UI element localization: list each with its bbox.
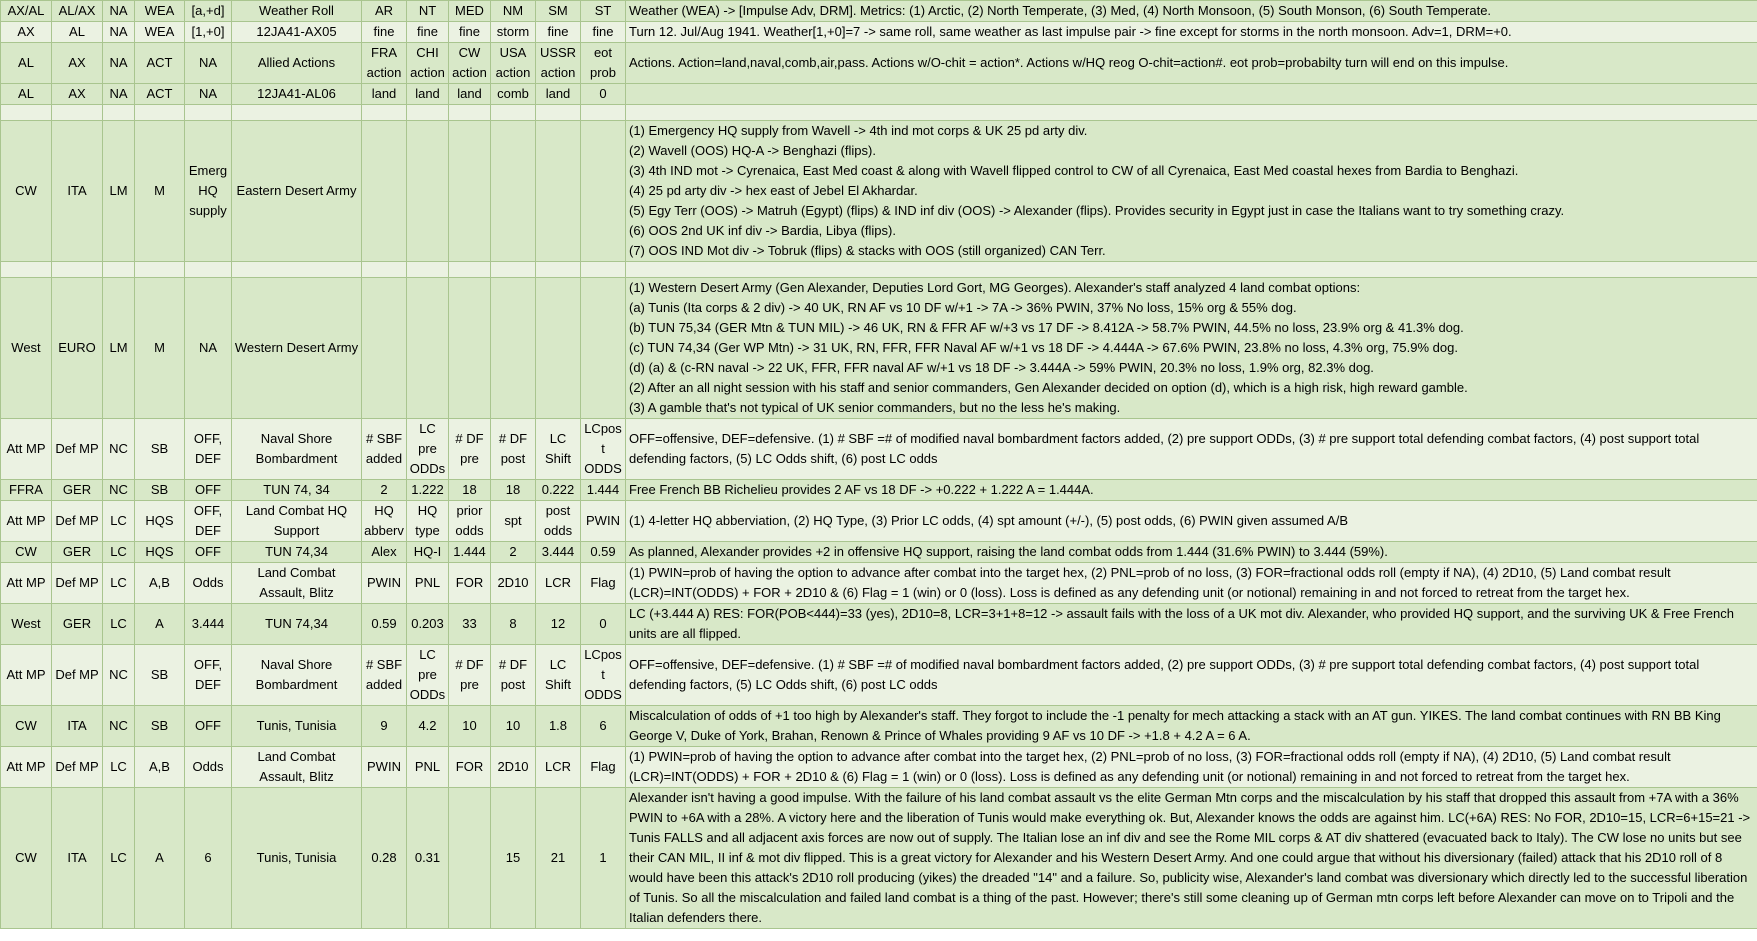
note-cell[interactable]: Turn 12. Jul/Aug 1941. Weather[1,+0]=7 -> same roll, same weather as last impulse pair -> fine except for storms in the north monsoon. Adv=1, DRM=+0. xyxy=(626,22,1757,43)
note-cell[interactable] xyxy=(626,262,1757,278)
cell[interactable]: 1 xyxy=(581,788,626,929)
cell[interactable] xyxy=(362,278,407,419)
cell[interactable]: [1,+0] xyxy=(185,22,232,43)
cell[interactable]: 12JA41-AX05 xyxy=(232,22,362,43)
cell[interactable]: LC xyxy=(103,542,135,563)
cell[interactable]: 10 xyxy=(449,706,491,747)
cell[interactable]: M xyxy=(135,121,185,262)
cell[interactable]: LC Shift xyxy=(536,419,581,480)
cell[interactable]: 33 xyxy=(449,604,491,645)
cell[interactable] xyxy=(185,262,232,278)
cell[interactable]: Land Combat Assault, Blitz xyxy=(232,563,362,604)
cell[interactable]: AL xyxy=(1,84,52,105)
cell[interactable]: LC xyxy=(103,788,135,929)
cell[interactable]: ITA xyxy=(52,788,103,929)
cell[interactable]: 10 xyxy=(491,706,536,747)
cell[interactable]: NA xyxy=(103,43,135,84)
cell[interactable]: AX xyxy=(52,43,103,84)
header-row xyxy=(1,1,1757,22)
cell[interactable]: 8 xyxy=(491,604,536,645)
note-cell[interactable]: Free French BB Richelieu provides 2 AF vs 18 DF -> +0.222 + 1.222 A = 1.444A. xyxy=(626,480,1757,501)
cell[interactable]: NC xyxy=(103,706,135,747)
cell[interactable]: SB xyxy=(135,419,185,480)
cell[interactable]: Flag xyxy=(581,563,626,604)
table-row xyxy=(1,542,1757,563)
cell[interactable]: Def MP xyxy=(52,563,103,604)
cell[interactable]: NC xyxy=(103,480,135,501)
cell[interactable]: 12JA41-AL06 xyxy=(232,84,362,105)
cell[interactable]: HQS xyxy=(135,542,185,563)
cell[interactable]: OFF xyxy=(185,542,232,563)
cell[interactable]: LC xyxy=(103,747,135,788)
cell[interactable]: Def MP xyxy=(52,419,103,480)
cell[interactable] xyxy=(135,262,185,278)
cell[interactable]: NA xyxy=(103,84,135,105)
cell[interactable] xyxy=(407,278,449,419)
cell[interactable]: Land Combat HQ Support xyxy=(232,501,362,542)
cell[interactable]: FRA action xyxy=(362,43,407,84)
cell[interactable]: 0.59 xyxy=(362,604,407,645)
cell[interactable]: CW xyxy=(1,542,52,563)
table-row xyxy=(1,604,1757,645)
cell[interactable]: FOR xyxy=(449,563,491,604)
cell[interactable] xyxy=(536,121,581,262)
cell[interactable]: 1.444 xyxy=(449,542,491,563)
cell[interactable]: LCR xyxy=(536,747,581,788)
cell[interactable]: # SBF added xyxy=(362,645,407,706)
cell[interactable]: Flag xyxy=(581,747,626,788)
cell[interactable]: AX xyxy=(52,84,103,105)
cell[interactable]: GER xyxy=(52,542,103,563)
cell[interactable] xyxy=(536,262,581,278)
cell[interactable] xyxy=(52,105,103,121)
cell[interactable]: Land Combat Assault, Blitz xyxy=(232,747,362,788)
cell[interactable]: 3.444 xyxy=(536,542,581,563)
cell[interactable]: LCR xyxy=(536,563,581,604)
cell[interactable]: CHI action xyxy=(407,43,449,84)
cell[interactable] xyxy=(581,262,626,278)
cell[interactable] xyxy=(581,105,626,121)
cell[interactable] xyxy=(103,262,135,278)
note-cell[interactable]: (1) Western Desert Army (Gen Alexander, Deputies Lord Gort, MG Georges). Alexander's staff analyzed 4 land combat options: (a) Tunis (Ita corps & 2 div) -> 40 UK, RN AF vs 10 DF w/+1 -> 7A -> 36% PWIN, 37% No loss, 15% org & 55% dog. (b) TUN 75,34 (GER Mtn & TUN MIL) -> 46 UK, RN & FFR AF w/+3 vs 17 DF -> 8.412A -> 58.7% PWIN, 44.5% no loss, 23.9% org & 41.3% dog. (c) TUN 74,34 (Ger WP Mtn) -> 31 UK, RN, FFR, FFR Naval AF w/+1 vs 18 DF -> 4.444A -> 67.6% PWIN, 23.8% no loss, 4.3% org, 75.9% dog. (d) (a) & (c-RN naval -> 22 UK, FFR, FFR naval AF w/+1 vs 18 DF -> 3.444A -> 59% PWIN, 20.3% no loss, 1.9% org, 82.3% dog. (2) After an all night session with his staff and senior commanders, Gen Alexander decided on option (d), which is a high risk, high reward gamble. (3) A gamble that's not typical of UK senior commanders, but no the less he's making. xyxy=(626,278,1757,419)
cell[interactable] xyxy=(536,105,581,121)
cell[interactable]: TUN 74,34 xyxy=(232,604,362,645)
cell[interactable] xyxy=(491,105,536,121)
table-row xyxy=(1,501,1757,542)
cell[interactable]: AL xyxy=(52,22,103,43)
cell[interactable]: Def MP xyxy=(52,645,103,706)
cell[interactable]: CW xyxy=(1,706,52,747)
cell[interactable]: MED xyxy=(449,1,491,22)
cell[interactable]: NM xyxy=(491,1,536,22)
cell[interactable]: 2D10 xyxy=(491,747,536,788)
cell[interactable]: NA xyxy=(185,84,232,105)
cell[interactable]: LCpost ODDS xyxy=(581,419,626,480)
cell[interactable]: NA xyxy=(103,1,135,22)
cell[interactable]: Att MP xyxy=(1,419,52,480)
table-row xyxy=(1,788,1757,929)
cell[interactable]: land xyxy=(536,84,581,105)
cell[interactable]: NC xyxy=(103,645,135,706)
cell[interactable]: FOR xyxy=(449,747,491,788)
cell[interactable]: NT xyxy=(407,1,449,22)
cell[interactable]: AX xyxy=(1,22,52,43)
cell[interactable]: SM xyxy=(536,1,581,22)
cell[interactable]: OFF, DEF xyxy=(185,501,232,542)
cell[interactable]: OFF, DEF xyxy=(185,419,232,480)
cell[interactable]: Weather Roll xyxy=(232,1,362,22)
cell[interactable]: 18 xyxy=(491,480,536,501)
cell[interactable] xyxy=(449,262,491,278)
cell[interactable]: AL/AX xyxy=(52,1,103,22)
cell[interactable]: ACT xyxy=(135,43,185,84)
table-row xyxy=(1,121,1757,262)
cell[interactable]: 1.8 xyxy=(536,706,581,747)
cell[interactable]: Def MP xyxy=(52,501,103,542)
cell[interactable]: comb xyxy=(491,84,536,105)
cell[interactable]: A xyxy=(135,604,185,645)
table-row xyxy=(1,645,1757,706)
cell[interactable]: 1.222 xyxy=(407,480,449,501)
cell[interactable] xyxy=(407,105,449,121)
note-cell[interactable] xyxy=(626,105,1757,121)
cell[interactable]: 0.31 xyxy=(407,788,449,929)
cell[interactable]: TUN 74, 34 xyxy=(232,480,362,501)
cell[interactable]: ITA xyxy=(52,121,103,262)
cell[interactable] xyxy=(185,105,232,121)
cell[interactable]: Def MP xyxy=(52,747,103,788)
cell[interactable]: land xyxy=(449,84,491,105)
cell[interactable]: SB xyxy=(135,645,185,706)
cell[interactable]: USSR action xyxy=(536,43,581,84)
cell[interactable]: 0 xyxy=(581,84,626,105)
cell[interactable]: 6 xyxy=(185,788,232,929)
note-cell[interactable] xyxy=(626,84,1757,105)
note-cell[interactable]: (1) PWIN=prob of having the option to advance after combat into the target hex, (2) PNL=prob of no loss, (3) FOR=fractional odds roll (empty if NA), (4) 2D10, (5) Land combat result (LCR)=INT(ODDS) + FOR + 2D10 & (6) Flag = 1 (win) or 0 (loss). Loss is defined as any defending unit (or notional) remaining in and not forced to retreat from the target hex. xyxy=(626,563,1757,604)
cell[interactable]: spt xyxy=(491,501,536,542)
cell[interactable]: HQ abberv xyxy=(362,501,407,542)
cell[interactable]: HQ-I xyxy=(407,542,449,563)
cell[interactable]: LC xyxy=(103,501,135,542)
cell[interactable]: PNL xyxy=(407,563,449,604)
cell[interactable]: GER xyxy=(52,604,103,645)
note-cell[interactable]: As planned, Alexander provides +2 in offensive HQ support, raising the land combat odds from 1.444 (31.6% PWIN) to 3.444 (59%). xyxy=(626,542,1757,563)
cell[interactable]: LC Shift xyxy=(536,645,581,706)
cell[interactable]: NA xyxy=(103,22,135,43)
cell[interactable]: 18 xyxy=(449,480,491,501)
cell[interactable]: fine xyxy=(536,22,581,43)
cell[interactable] xyxy=(103,105,135,121)
cell[interactable]: 21 xyxy=(536,788,581,929)
table-row xyxy=(1,84,1757,105)
cell[interactable]: 15 xyxy=(491,788,536,929)
cell[interactable]: land xyxy=(407,84,449,105)
cell[interactable]: NA xyxy=(185,43,232,84)
note-cell[interactable]: LC (+3.444 A) RES: FOR(POB<444)=33 (yes), 2D10=8, LCR=3+1+8=12 -> assault fails with the loss of a UK mot div. Alexander, who provided HQ support, and the surviving UK & Free French units are all flipped. xyxy=(626,604,1757,645)
cell[interactable]: PWIN xyxy=(581,501,626,542)
cell[interactable] xyxy=(449,788,491,929)
cell[interactable] xyxy=(362,105,407,121)
cell[interactable]: storm xyxy=(491,22,536,43)
cell[interactable]: HQ type xyxy=(407,501,449,542)
cell[interactable] xyxy=(362,121,407,262)
cell[interactable] xyxy=(135,105,185,121)
cell[interactable]: 0.203 xyxy=(407,604,449,645)
cell[interactable]: [a,+d] xyxy=(185,1,232,22)
note-cell[interactable]: Alexander isn't having a good impulse. With the failure of his land combat assault vs the elite German Mtn corps and the miscalculation by his staff that dropped this assault from +7A with a 36% PWIN to +6A with a 28%. A victory here and the liberation of Tunis would make everything ok. But, Alexander knows the odds are against him. LC(+6A) RES: No FOR, 2D10=15, LCR=6+15=21 -> Tunis FALLS and all adjacent axis forces are now out of supply. The Italian lose an inf div and see the Rome MIL corps & AT div shattered (evacuated back to Italy). The CW lose no units but see their CAN MIL, II inf & mot div flipped. This is a great victory for Alexander and his Western Desert Army. And one could argue that without his diversionary (failed) attack that his 2D10 roll of 8 would have been this attack's 2D10 roll producing (yikes) the dreaded "14" and a failure. So, publicity wise, Alexander's land combat was diversionary which directly led to the successful liberation of Tunis. So all the miscalculation and failed land combat is a thing of the past. However; there's still some cleaning up of German mtn corps left before Alexander can move on to Tripoli and the Italian defenders there. xyxy=(626,788,1757,929)
note-cell[interactable]: OFF=offensive, DEF=defensive. (1) # SBF =# of modified naval bombardment factors added, (2) pre support ODDs, (3) # pre support total defending combat factors, (4) post support total defending factors, (5) LC Odds shift, (6) post LC odds xyxy=(626,645,1757,706)
note-cell[interactable]: Miscalculation of odds of +1 too high by Alexander's staff. They forgot to include the -1 penalty for mech attacking a stack with an AT gun. YIKES. The land combat continues with RN BB King George V, Duke of York, Brahan, Renown & Prince of Whales providing 9 AF vs 10 DF -> +1.8 + 4.2 A = 6 A. xyxy=(626,706,1757,747)
table-row xyxy=(1,105,1757,121)
cell[interactable]: 0.28 xyxy=(362,788,407,929)
cell[interactable] xyxy=(581,278,626,419)
cell[interactable]: prior odds xyxy=(449,501,491,542)
cell[interactable]: AX/AL xyxy=(1,1,52,22)
cell[interactable]: 2D10 xyxy=(491,563,536,604)
cell[interactable]: Att MP xyxy=(1,501,52,542)
table-row xyxy=(1,563,1757,604)
cell[interactable]: NA xyxy=(185,278,232,419)
cell[interactable]: Att MP xyxy=(1,563,52,604)
cell[interactable]: WEA xyxy=(135,22,185,43)
cell[interactable]: 2 xyxy=(362,480,407,501)
cell[interactable]: Tunis, Tunisia xyxy=(232,706,362,747)
cell[interactable]: CW xyxy=(1,788,52,929)
cell[interactable]: OFF xyxy=(185,706,232,747)
cell[interactable]: HQS xyxy=(135,501,185,542)
cell[interactable]: 0.222 xyxy=(536,480,581,501)
cell[interactable]: PNL xyxy=(407,747,449,788)
note-cell[interactable]: (1) PWIN=prob of having the option to advance after combat into the target hex, (2) PNL=prob of no loss, (3) FOR=fractional odds roll (empty if NA), (4) 2D10, (5) Land combat result (LCR)=INT(ODDS) + FOR + 2D10 & (6) Flag = 1 (win) or 0 (loss). Loss is defined as any defending unit (or notional) remaining in and not forced to retreat from the target hex. xyxy=(626,747,1757,788)
cell[interactable]: CW action xyxy=(449,43,491,84)
cell[interactable]: West xyxy=(1,278,52,419)
cell[interactable]: eot prob xyxy=(581,43,626,84)
note-cell[interactable]: (1) Emergency HQ supply from Wavell -> 4th ind mot corps & UK 25 pd arty div. (2) Wavell (OOS) HQ-A -> Benghazi (flips). (3) 4th IND mot -> Cyrenaica, East Med coast & along with Wavell flipped control to CW of all Cyrenaica, East Med coastal hexes from Bardia to Benghazi. (4) 25 pd arty div -> hex east of Jebel El Akhardar. (5) Egy Terr (OOS) -> Matruh (Egypt) (flips) & IND inf div (OOS) -> Alexander (flips). Provides security in Egypt just in case the Italians want to try something crazy. (6) OOS 2nd UK inf div -> Bardia, Libya (flips). (7) OOS IND Mot div -> Tobruk (flips) & stacks with OOS (still organized) CAN Terr. xyxy=(626,121,1757,262)
cell[interactable]: post odds xyxy=(536,501,581,542)
table-row xyxy=(1,278,1757,419)
cell[interactable]: NC xyxy=(103,419,135,480)
note-cell[interactable]: OFF=offensive, DEF=defensive. (1) # SBF =# of modified naval bombardment factors added, (2) pre support ODDs, (3) # pre support total defending combat factors, (4) post support total defending factors, (5) LC Odds shift, (6) post LC odds xyxy=(626,419,1757,480)
cell[interactable]: ITA xyxy=(52,706,103,747)
cell[interactable]: TUN 74,34 xyxy=(232,542,362,563)
cell[interactable] xyxy=(449,278,491,419)
cell[interactable]: LC xyxy=(103,604,135,645)
cell[interactable]: M xyxy=(135,278,185,419)
cell[interactable] xyxy=(581,121,626,262)
cell[interactable] xyxy=(449,121,491,262)
cell[interactable]: 6 xyxy=(581,706,626,747)
cell[interactable]: LC pre ODDs xyxy=(407,419,449,480)
cell[interactable]: # DF post xyxy=(491,645,536,706)
cell[interactable]: West xyxy=(1,604,52,645)
cell[interactable]: Allied Actions xyxy=(232,43,362,84)
cell[interactable]: Att MP xyxy=(1,747,52,788)
cell[interactable]: EURO xyxy=(52,278,103,419)
cell[interactable]: Odds xyxy=(185,747,232,788)
cell[interactable]: SB xyxy=(135,480,185,501)
cell[interactable]: 4.2 xyxy=(407,706,449,747)
cell[interactable]: Odds xyxy=(185,563,232,604)
cell[interactable]: Tunis, Tunisia xyxy=(232,788,362,929)
cell[interactable] xyxy=(407,262,449,278)
cell[interactable] xyxy=(1,262,52,278)
cell[interactable] xyxy=(491,121,536,262)
cell[interactable]: GER xyxy=(52,480,103,501)
cell[interactable]: LCpost ODDS xyxy=(581,645,626,706)
cell[interactable]: Att MP xyxy=(1,645,52,706)
cell[interactable] xyxy=(52,262,103,278)
cell[interactable]: 12 xyxy=(536,604,581,645)
cell[interactable]: Naval Shore Bombardment xyxy=(232,419,362,480)
cell[interactable]: # SBF added xyxy=(362,419,407,480)
cell[interactable]: AR xyxy=(362,1,407,22)
cell[interactable] xyxy=(407,121,449,262)
cell[interactable]: FFRA xyxy=(1,480,52,501)
cell[interactable]: Western Desert Army xyxy=(232,278,362,419)
table-row xyxy=(1,747,1757,788)
cell[interactable]: LM xyxy=(103,278,135,419)
cell[interactable]: LM xyxy=(103,121,135,262)
cell[interactable] xyxy=(1,105,52,121)
cell[interactable] xyxy=(362,262,407,278)
table-row xyxy=(1,22,1757,43)
cell[interactable]: AL xyxy=(1,43,52,84)
cell[interactable]: SB xyxy=(135,706,185,747)
cell[interactable] xyxy=(232,262,362,278)
cell[interactable] xyxy=(491,262,536,278)
cell[interactable]: land xyxy=(362,84,407,105)
table-row xyxy=(1,262,1757,278)
cell[interactable]: # DF pre xyxy=(449,419,491,480)
cell[interactable]: WEA xyxy=(135,1,185,22)
cell[interactable]: ST xyxy=(581,1,626,22)
table-row xyxy=(1,480,1757,501)
cell[interactable]: 0 xyxy=(581,604,626,645)
cell[interactable]: LC pre ODDs xyxy=(407,645,449,706)
cell[interactable]: fine xyxy=(407,22,449,43)
cell[interactable]: Eastern Desert Army xyxy=(232,121,362,262)
table-row xyxy=(1,706,1757,747)
cell[interactable]: fine xyxy=(449,22,491,43)
cell[interactable]: OFF xyxy=(185,480,232,501)
cell[interactable]: A xyxy=(135,788,185,929)
cell[interactable]: 9 xyxy=(362,706,407,747)
note-cell[interactable]: (1) 4-letter HQ abberviation, (2) HQ Type, (3) Prior LC odds, (4) spt amount (+/-), (5) post odds, (6) PWIN given assumed A/B xyxy=(626,501,1757,542)
cell[interactable]: A,B xyxy=(135,563,185,604)
cell[interactable]: 0.59 xyxy=(581,542,626,563)
table-row xyxy=(1,43,1757,84)
cell[interactable] xyxy=(491,278,536,419)
note-cell[interactable]: Weather (WEA) -> [Impulse Adv, DRM]. Metrics: (1) Arctic, (2) North Temperate, (3) Med, (4) North Monsoon, (5) South Monson, (6) South Temperate. xyxy=(626,1,1757,22)
cell[interactable]: Naval Shore Bombardment xyxy=(232,645,362,706)
cell[interactable]: Emerg HQ supply xyxy=(185,121,232,262)
cell[interactable]: LC xyxy=(103,563,135,604)
cell[interactable]: PWIN xyxy=(362,563,407,604)
cell[interactable]: ACT xyxy=(135,84,185,105)
table-row xyxy=(1,419,1757,480)
cell[interactable] xyxy=(232,105,362,121)
cell[interactable]: # DF post xyxy=(491,419,536,480)
cell[interactable]: fine xyxy=(581,22,626,43)
cell[interactable]: 1.444 xyxy=(581,480,626,501)
cell[interactable] xyxy=(449,105,491,121)
cell[interactable]: 2 xyxy=(491,542,536,563)
cell[interactable]: A,B xyxy=(135,747,185,788)
note-cell[interactable]: Actions. Action=land,naval,comb,air,pass. Actions w/O-chit = action*. Actions w/HQ reog O-chit=action#. eot prob=probabilty turn will end on this impulse. xyxy=(626,43,1757,84)
cell[interactable]: Alex xyxy=(362,542,407,563)
cell[interactable]: CW xyxy=(1,121,52,262)
cell[interactable] xyxy=(536,278,581,419)
cell[interactable]: # DF pre xyxy=(449,645,491,706)
cell[interactable]: OFF, DEF xyxy=(185,645,232,706)
cell[interactable]: 3.444 xyxy=(185,604,232,645)
cell[interactable]: PWIN xyxy=(362,747,407,788)
cell[interactable]: USA action xyxy=(491,43,536,84)
cell[interactable]: fine xyxy=(362,22,407,43)
